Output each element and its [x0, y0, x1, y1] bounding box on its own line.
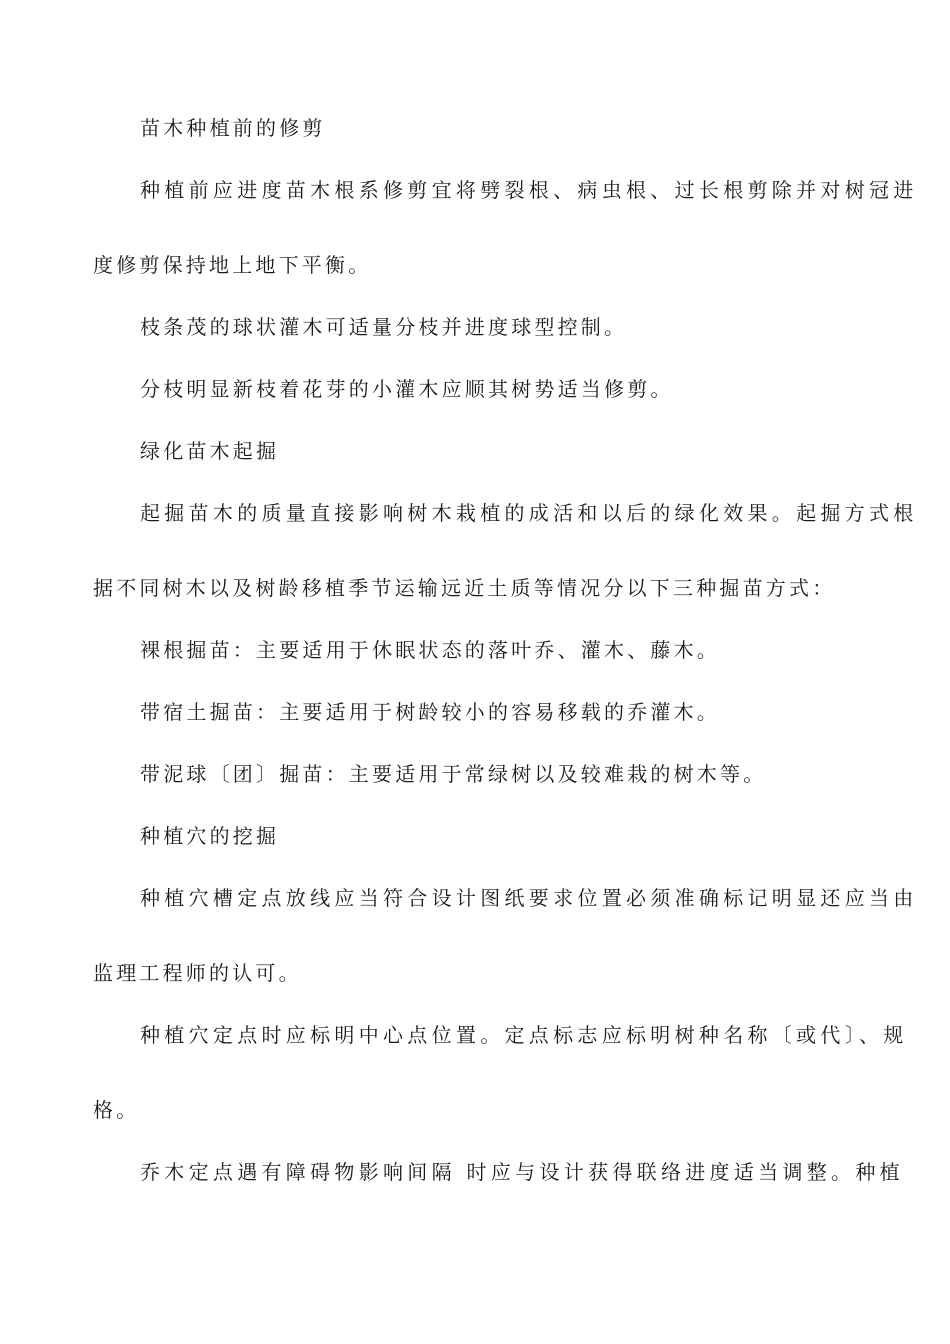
paragraph-line: 度修剪保持地上地下平衡。: [93, 253, 372, 277]
paragraph-line: 分枝明显新枝着花芽的小灌木应顺其树势适当修剪。: [140, 377, 674, 401]
list-item: 带泥球〔团〕掘苗：主要适用于常绿树以及较难栽的树木等。: [140, 762, 767, 786]
list-item: 带宿土掘苗：主要适用于树龄较小的容易移载的乔灌木。: [140, 700, 720, 724]
heading-planting-pit: 种植穴的挖掘: [140, 824, 280, 848]
paragraph-line: 起掘苗木的质量直接影响树木栽植的成活和以后的绿化效果。起掘方式根: [140, 501, 918, 525]
paragraph-line: 种植前应进度苗木根系修剪宜将劈裂根、病虫根、过长根剪除并对树冠进: [140, 178, 918, 202]
paragraph-line: 枝条茂的球状灌木可适量分枝并进度球型控制。: [140, 315, 628, 339]
paragraph-line: 种植穴定点时应标明中心点位置。定点标志应标明树种名称〔或代〕、规: [140, 1023, 908, 1047]
paragraph-line: 格。: [93, 1098, 140, 1122]
paragraph-line: 乔木定点遇有障碍物影响间隔 时应与设计获得联络进度适当调整。种植: [140, 1160, 904, 1184]
list-item: 裸根掘苗：主要适用于休眠状态的落叶乔、灌木、藤木。: [140, 638, 720, 662]
paragraph-line: 种植穴槽定点放线应当符合设计图纸要求位置必须准确标记明显还应当由: [140, 886, 918, 910]
paragraph-line: 监理工程师的认可。: [93, 961, 302, 985]
heading-digging: 绿化苗木起掘: [140, 439, 280, 463]
heading-pruning: 苗木种植前的修剪: [140, 116, 326, 140]
paragraph-line: 据不同树木以及树龄移植季节运输远近土质等情况分以下三种掘苗方式：: [93, 576, 836, 600]
